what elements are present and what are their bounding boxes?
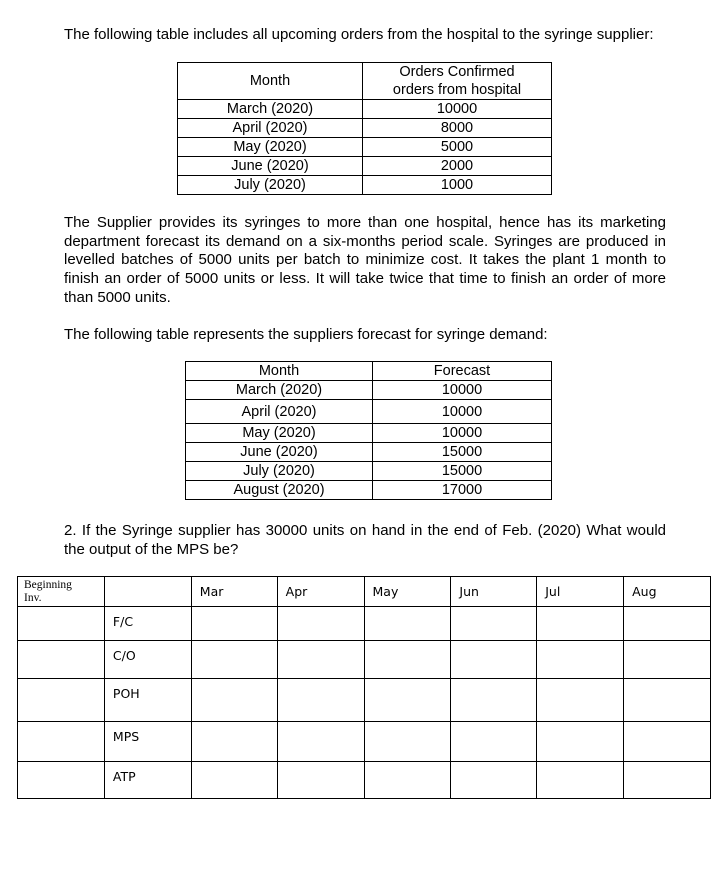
row-label-co: C/O (104, 641, 191, 679)
orders-value-cell: 10000 (363, 100, 552, 119)
orders-month-cell: May (2020) (178, 138, 363, 157)
mps-row-fc (18, 607, 711, 641)
mps-cell[interactable] (277, 722, 364, 762)
mps-cell[interactable] (364, 641, 451, 679)
question-text: 2. If the Syringe supplier has 30000 units on hand in the end of Feb. (2020) What would the output of the MPS be? (64, 522, 666, 558)
mps-cell[interactable] (364, 762, 451, 799)
mps-cell[interactable] (191, 679, 277, 722)
month-header-may: May (364, 577, 451, 607)
mps-cell[interactable] (191, 641, 277, 679)
mps-cell[interactable] (277, 641, 364, 679)
mps-row-poh (18, 679, 711, 722)
mps-row-atp (18, 762, 711, 799)
forecast-value-cell: 17000 (373, 481, 552, 500)
forecast-intro-text: The following table represents the suppliers forecast for syringe demand: (64, 326, 548, 343)
beginning-inv-line2: Inv. (24, 592, 42, 604)
orders-month-cell: June (2020) (178, 157, 363, 176)
mps-cell[interactable] (451, 679, 537, 722)
row-label-poh: POH (104, 679, 191, 722)
forecast-header-forecast: Forecast (373, 362, 552, 381)
mps-cell[interactable] (624, 679, 711, 722)
month-header-aug: Aug (624, 577, 711, 607)
mps-cell[interactable] (624, 641, 711, 679)
mps-cell[interactable] (451, 641, 537, 679)
mps-cell[interactable] (277, 762, 364, 799)
beginning-inv-cell[interactable] (18, 679, 105, 722)
orders-value-cell: 8000 (363, 119, 552, 138)
mps-cell[interactable] (451, 722, 537, 762)
mps-cell[interactable] (191, 607, 277, 641)
mps-cell[interactable] (364, 722, 451, 762)
forecast-value-cell: 15000 (373, 443, 552, 462)
mps-row-mps (18, 722, 711, 762)
orders-month-cell: March (2020) (178, 100, 363, 119)
intro-text: The following table includes all upcoming orders from the hospital to the syringe supplier: (64, 26, 654, 43)
orders-header-line1: Orders Confirmed (399, 64, 515, 80)
beginning-inv-cell[interactable] (18, 762, 105, 799)
orders-header-month: Month (178, 63, 363, 100)
mps-cell[interactable] (191, 722, 277, 762)
beginning-inv-cell[interactable] (18, 641, 105, 679)
mps-cell[interactable] (451, 607, 537, 641)
mps-cell[interactable] (451, 762, 537, 799)
forecast-month-cell: March (2020) (186, 381, 373, 400)
mps-cell[interactable] (364, 607, 451, 641)
mps-cell[interactable] (191, 762, 277, 799)
mps-table (17, 576, 711, 799)
forecast-value-cell: 10000 (373, 381, 552, 400)
orders-value-cell: 2000 (363, 157, 552, 176)
forecast-value-cell: 10000 (373, 400, 552, 424)
row-label-fc: F/C (104, 607, 191, 641)
orders-value-cell: 1000 (363, 176, 552, 195)
forecast-value-cell: 15000 (373, 462, 552, 481)
orders-value-cell: 5000 (363, 138, 552, 157)
beginning-inv-line1: Beginning (24, 579, 72, 591)
orders-header-line2: orders from hospital (392, 82, 522, 98)
mps-cell[interactable] (277, 607, 364, 641)
month-header-jul: Jul (537, 577, 624, 607)
beginning-inv-header (18, 577, 105, 607)
label-column-header (104, 577, 191, 607)
forecast-header-month: Month (186, 362, 373, 381)
forecast-month-cell: May (2020) (186, 424, 373, 443)
mps-cell[interactable] (537, 679, 624, 722)
beginning-inv-cell[interactable] (18, 722, 105, 762)
orders-month-cell: July (2020) (178, 176, 363, 195)
orders-month-cell: April (2020) (178, 119, 363, 138)
forecast-month-cell: July (2020) (186, 462, 373, 481)
mps-cell[interactable] (537, 607, 624, 641)
mps-cell[interactable] (277, 679, 364, 722)
orders-table (177, 62, 552, 195)
mps-cell[interactable] (537, 722, 624, 762)
row-label-mps: MPS (104, 722, 191, 762)
forecast-month-cell: June (2020) (186, 443, 373, 462)
mps-cell[interactable] (364, 679, 451, 722)
mps-cell[interactable] (624, 762, 711, 799)
forecast-value-cell: 10000 (373, 424, 552, 443)
mps-row-co (18, 641, 711, 679)
supplier-paragraph: The Supplier provides its syringes to more than one hospital, hence has its marketing department forecast its demand on a six-months period scale. Syringes are produced in levelled batches of 5000 units per batch to minimize cost. It takes the plant 1 month to finish an order of 5000 units or less. It will take twice that time to finish an order of more than 5000 units. (64, 214, 666, 306)
month-header-mar: Mar (191, 577, 277, 607)
mps-cell[interactable] (537, 762, 624, 799)
forecast-month-cell: August (2020) (186, 481, 373, 500)
forecast-table (185, 361, 552, 500)
mps-cell[interactable] (537, 641, 624, 679)
orders-header-orders (363, 63, 552, 100)
row-label-atp: ATP (104, 762, 191, 799)
beginning-inv-cell[interactable] (18, 607, 105, 641)
month-header-jun: Jun (451, 577, 537, 607)
mps-cell[interactable] (624, 722, 711, 762)
month-header-apr: Apr (277, 577, 364, 607)
forecast-month-cell: April (2020) (186, 400, 373, 424)
mps-cell[interactable] (624, 607, 711, 641)
